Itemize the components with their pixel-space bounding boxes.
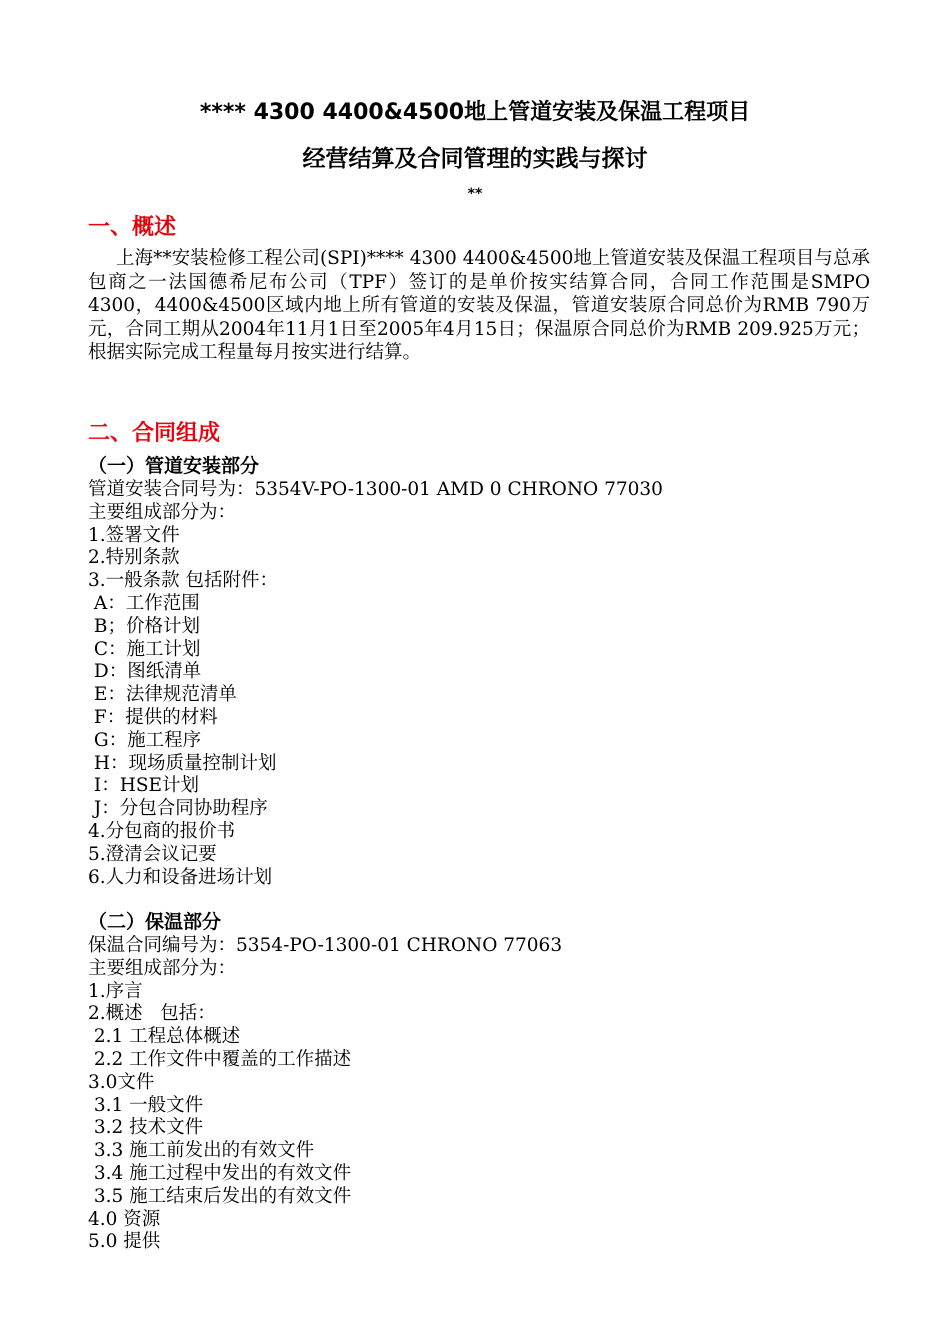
list-item: H：现场质量控制计划 <box>88 752 277 774</box>
list-item: 3.一般条款 包括附件： <box>88 570 279 592</box>
list-item: 4.分包商的报价书 <box>88 820 236 842</box>
section-heading-overview: 一、概述 <box>88 215 177 240</box>
list-item: C：施工计划 <box>88 638 201 660</box>
list-item: 2.1 工程总体概述 <box>88 1026 241 1048</box>
list-item: 3.4 施工过程中发出的有效文件 <box>88 1162 352 1184</box>
list-item: 4.0 资源 <box>88 1208 161 1230</box>
subsection-heading-pipe: （一）管道安装部分 <box>88 455 260 477</box>
list-item: 3.2 技术文件 <box>88 1117 204 1139</box>
pipe-contract-list <box>88 479 663 889</box>
list-item: 5.澄清会议记要 <box>88 843 217 865</box>
document-subtitle: 经营结算及合同管理的实践与探讨 <box>302 146 648 172</box>
author: ** <box>467 186 483 202</box>
list-item: J：分包合同协助程序 <box>88 798 268 820</box>
list-item: 主要组成部分为： <box>88 957 237 979</box>
list-item: 6.人力和设备进场计划 <box>88 866 273 888</box>
list-item: 2.概述 包括： <box>88 1003 216 1025</box>
list-item: 3.1 一般文件 <box>88 1094 204 1116</box>
list-item: 3.3 施工前发出的有效文件 <box>88 1140 315 1162</box>
list-item: 管道安装合同号为：5354V-PO-1300-01 AMD 0 CHRONO 77030 <box>88 479 663 500</box>
list-item: 1.签署文件 <box>88 524 180 546</box>
list-item: 3.0文件 <box>88 1071 155 1093</box>
document-title: **** 4300 4400&4500地上管道安装及保温工程项目 <box>199 100 751 125</box>
insulation-contract-list <box>88 935 562 1254</box>
list-item: D：图纸清单 <box>88 661 202 683</box>
list-item: 保温合同编号为：5354-PO-1300-01 CHRONO 77063 <box>88 935 563 956</box>
list-item: G：施工程序 <box>88 729 202 751</box>
list-item: F：提供的材料 <box>88 706 218 728</box>
list-item: 1.序言 <box>88 980 143 1002</box>
list-item: E：法律规范清单 <box>88 684 237 706</box>
list-item: 5.0 提供 <box>88 1231 161 1253</box>
subsection-heading-insulation: （二）保温部分 <box>88 911 222 933</box>
overview-paragraph <box>88 247 870 365</box>
overview-text: 上海**安装检修工程公司(SPI)**** 4300 4400&4500地上管道安装及保温工程项目与总承包商之一法国德希尼布公司（TPF）签订的是单价按实结算合同，合同工作范围是SMPO 4300，4400&4500区域内地上所有管道的安装及保温，管道安装原合同总价为RMB 790万元，合同工期从2004年11月1日至2005年4月15日；保温原合同总价为RMB 209.925万元；根据实际完成工程量每月按实进行结算。 <box>88 248 870 363</box>
list-item: I：HSE计划 <box>88 775 200 797</box>
list-item: A：工作范围 <box>88 592 200 614</box>
list-item: 2.2 工作文件中覆盖的工作描述 <box>88 1048 352 1070</box>
section-heading-contract: 二、合同组成 <box>88 421 221 446</box>
list-item: B；价格计划 <box>88 615 200 637</box>
list-item: 2.特别条款 <box>88 547 180 569</box>
list-item: 3.5 施工结束后发出的有效文件 <box>88 1185 352 1207</box>
list-item: 主要组成部分为： <box>88 501 237 523</box>
